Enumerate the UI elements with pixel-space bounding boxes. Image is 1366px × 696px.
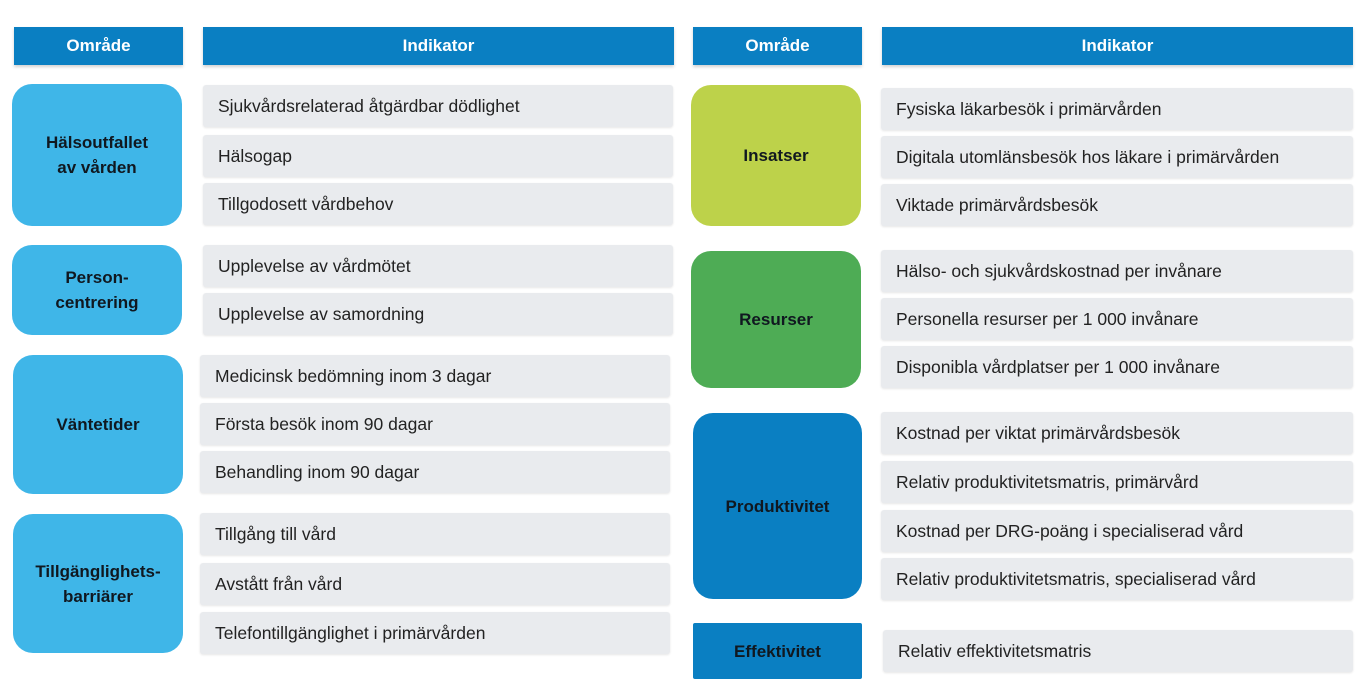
indicator-item: Digitala utomlänsbesök hos läkare i primärvården [881,136,1353,178]
indicator-item: Första besök inom 90 dagar [200,403,670,445]
indicator-item: Kostnad per viktat primärvårdsbesök [881,412,1353,454]
area-vantetider [13,355,183,494]
indicator-item: Disponibla vårdplatser per 1 000 invånare [881,346,1353,388]
left-indicator-header: Indikator [203,27,674,65]
indicator-item: Telefontillgänglighet i primärvården [200,612,670,654]
area-resurser [691,251,861,388]
area-label-line: Väntetider [56,415,140,434]
indicator-item: Fysiska läkarbesök i primärvården [881,88,1353,130]
right-indicator-header: Indikator [882,27,1353,65]
area-personcentrering [12,245,182,335]
indicator-item: Relativ produktivitetsmatris, specialiserad vård [881,558,1353,600]
area-label-line: Hälsoutfallet [45,133,149,152]
right-area-header: Område [693,27,862,65]
area-label-line: Tillgänglighets- [35,561,161,581]
indicator-item: Hälsogap [203,135,673,177]
indicator-item: Sjukvårdsrelaterad åtgärdbar dödlighet [203,85,673,127]
area-tillganglighetsbarriarer [13,514,183,653]
left-area-header: Område [14,27,183,65]
indicator-item: Relativ effektivitetsmatris [883,630,1353,672]
indicator-item: Tillgång till vård [200,513,670,555]
indicator-item: Medicinsk bedömning inom 3 dagar [200,355,670,397]
indicator-item: Viktade primärvårdsbesök [881,184,1353,226]
area-label-line: barriärer [63,586,133,606]
area-halsoutfallet [12,84,182,226]
indicator-item: Hälso- och sjukvårdskostnad per invånare [881,250,1353,292]
indicator-item: Relativ produktivitetsmatris, primärvård [881,461,1353,503]
indicator-item: Personella resurser per 1 000 invånare [881,298,1353,340]
area-label-line: Person- [65,268,129,287]
area-effektivitet [693,623,862,679]
indicator-item: Kostnad per DRG-poäng i specialiserad vård [881,510,1353,552]
area-label-line: Resurser [739,310,813,329]
area-label-line: Produktivitet [725,496,830,516]
indicator-item: Upplevelse av samordning [203,293,673,335]
area-label-line: av vården [57,158,137,177]
indicator-item: Tillgodosett vårdbehov [203,183,673,225]
indicator-item: Behandling inom 90 dagar [200,451,670,493]
area-label-line: Effektivitet [734,641,821,661]
indicator-item: Upplevelse av vårdmötet [203,245,673,287]
area-label-line: centrering [55,293,139,312]
area-produktivitet [693,413,862,599]
area-insatser [691,85,861,226]
area-label-line: Insatser [743,146,809,165]
indicator-item: Avstått från vård [200,563,670,605]
